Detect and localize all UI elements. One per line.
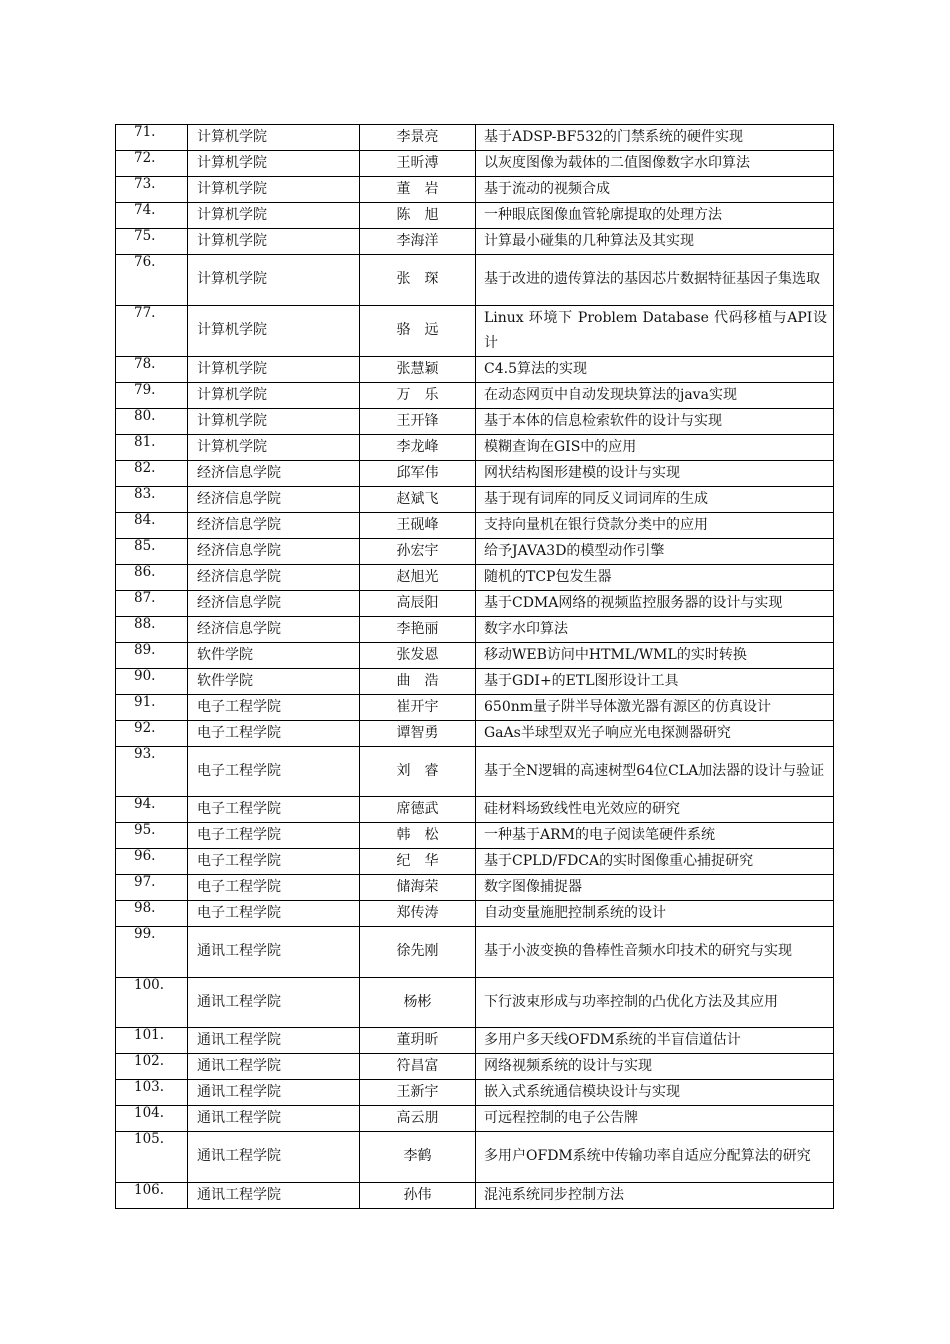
project-title-cell: 多用户OFDM系统中传输功率自适应分配算法的研究 (476, 1132, 834, 1183)
project-title-cell: 基于GDI+的ETL图形设计工具 (476, 668, 834, 694)
table-row (116, 977, 834, 1028)
row-number: 74. (116, 203, 188, 229)
college-cell: 电子工程学院 (188, 901, 360, 927)
college-cell: 经济信息学院 (188, 590, 360, 616)
student-name-cell: 董 岩 (360, 177, 476, 203)
college-cell: 电子工程学院 (188, 694, 360, 720)
student-name-cell: 赵斌飞 (360, 486, 476, 512)
project-title-cell: 嵌入式系统通信模块设计与实现 (476, 1080, 834, 1106)
row-number: 92. (116, 720, 188, 746)
row-number: 71. (116, 125, 188, 151)
project-title-cell: 混沌系统同步控制方法 (476, 1182, 834, 1208)
college-cell: 电子工程学院 (188, 875, 360, 901)
row-number: 86. (116, 564, 188, 590)
student-name-cell: 李艳丽 (360, 616, 476, 642)
table-row (116, 1132, 834, 1183)
table-row (116, 1106, 834, 1132)
row-number: 81. (116, 434, 188, 460)
project-title-cell: 一种基于ARM的电子阅读笔硬件系统 (476, 823, 834, 849)
student-name-cell: 张发恩 (360, 642, 476, 668)
student-name-cell: 董玥昕 (360, 1028, 476, 1054)
college-cell: 经济信息学院 (188, 564, 360, 590)
row-number: 97. (116, 875, 188, 901)
student-name-cell: 高云朋 (360, 1106, 476, 1132)
college-cell: 经济信息学院 (188, 512, 360, 538)
college-cell: 电子工程学院 (188, 797, 360, 823)
table-row (116, 875, 834, 901)
project-title-cell: 给予JAVA3D的模型动作引擎 (476, 538, 834, 564)
table-row (116, 125, 834, 151)
row-number: 80. (116, 408, 188, 434)
row-number: 95. (116, 823, 188, 849)
project-title-cell: 基于流动的视频合成 (476, 177, 834, 203)
table-row (116, 434, 834, 460)
student-name-cell: 孙宏宇 (360, 538, 476, 564)
student-name-cell: 王昕溥 (360, 151, 476, 177)
project-title-cell: 基于改进的遗传算法的基因芯片数据特征基因子集选取 (476, 255, 834, 306)
student-name-cell: 刘 睿 (360, 746, 476, 797)
college-cell: 计算机学院 (188, 408, 360, 434)
student-name-cell: 陈 旭 (360, 203, 476, 229)
student-name-cell: 徐先刚 (360, 927, 476, 978)
table-row (116, 590, 834, 616)
college-cell: 计算机学院 (188, 434, 360, 460)
college-cell: 电子工程学院 (188, 849, 360, 875)
student-name-cell: 李龙峰 (360, 434, 476, 460)
student-name-cell: 骆 远 (360, 305, 476, 356)
row-number: 79. (116, 382, 188, 408)
project-title-cell: 基于全N逻辑的高速树型64位CLA加法器的设计与验证 (476, 746, 834, 797)
student-name-cell: 高辰阳 (360, 590, 476, 616)
table-row (116, 901, 834, 927)
college-cell: 计算机学院 (188, 203, 360, 229)
student-name-cell: 李鹤 (360, 1132, 476, 1183)
project-title-cell: 硅材料场致线性电光效应的研究 (476, 797, 834, 823)
project-title-cell: 自动变量施肥控制系统的设计 (476, 901, 834, 927)
table-row (116, 229, 834, 255)
college-cell: 计算机学院 (188, 255, 360, 306)
college-cell: 经济信息学院 (188, 616, 360, 642)
student-name-cell: 符昌富 (360, 1054, 476, 1080)
table-row (116, 408, 834, 434)
student-name-cell: 郑传涛 (360, 901, 476, 927)
project-title-cell: 多用户多天线OFDM系统的半盲信道估计 (476, 1028, 834, 1054)
project-title-cell: 计算最小碰集的几种算法及其实现 (476, 229, 834, 255)
college-cell: 软件学院 (188, 642, 360, 668)
table-row (116, 720, 834, 746)
college-cell: 软件学院 (188, 668, 360, 694)
row-number: 103. (116, 1080, 188, 1106)
row-number: 106. (116, 1182, 188, 1208)
college-cell: 计算机学院 (188, 305, 360, 356)
table-row (116, 1080, 834, 1106)
student-name-cell: 王开锋 (360, 408, 476, 434)
project-title-cell: 可远程控制的电子公告牌 (476, 1106, 834, 1132)
table-row (116, 746, 834, 797)
project-title-cell: 基于现有词库的同反义词词库的生成 (476, 486, 834, 512)
project-title-cell: 基于ADSP-BF532的门禁系统的硬件实现 (476, 125, 834, 151)
project-title-cell: GaAs半球型双光子响应光电探测器研究 (476, 720, 834, 746)
row-number: 104. (116, 1106, 188, 1132)
row-number: 82. (116, 460, 188, 486)
college-cell: 经济信息学院 (188, 538, 360, 564)
project-title-cell: C4.5算法的实现 (476, 356, 834, 382)
table-body (116, 125, 834, 1209)
table-row (116, 797, 834, 823)
college-cell: 计算机学院 (188, 125, 360, 151)
table-row (116, 668, 834, 694)
row-number: 89. (116, 642, 188, 668)
student-name-cell: 李海洋 (360, 229, 476, 255)
row-number: 88. (116, 616, 188, 642)
table-row (116, 305, 834, 356)
project-title-cell: 基于小波变换的鲁棒性音频水印技术的研究与实现 (476, 927, 834, 978)
table-row (116, 151, 834, 177)
table-row (116, 486, 834, 512)
project-title-cell: 以灰度图像为载体的二值图像数字水印算法 (476, 151, 834, 177)
student-name-cell: 张 琛 (360, 255, 476, 306)
project-title-cell: 随机的TCP包发生器 (476, 564, 834, 590)
student-name-cell: 孙伟 (360, 1182, 476, 1208)
project-title-cell: 数字水印算法 (476, 616, 834, 642)
project-title-cell: 移动WEB访问中HTML/WML的实时转换 (476, 642, 834, 668)
student-name-cell: 韩 松 (360, 823, 476, 849)
project-title-cell: 数字图像捕捉器 (476, 875, 834, 901)
project-title-cell: 在动态网页中自动发现块算法的java实现 (476, 382, 834, 408)
row-number: 99. (116, 927, 188, 978)
student-name-cell: 储海荣 (360, 875, 476, 901)
project-table (115, 124, 834, 1209)
row-number: 72. (116, 151, 188, 177)
table-row (116, 616, 834, 642)
college-cell: 通讯工程学院 (188, 927, 360, 978)
student-name-cell: 邱军伟 (360, 460, 476, 486)
college-cell: 通讯工程学院 (188, 1054, 360, 1080)
project-title-cell: 一种眼底图像血管轮廓提取的处理方法 (476, 203, 834, 229)
table-row (116, 927, 834, 978)
table-row (116, 1054, 834, 1080)
row-number: 84. (116, 512, 188, 538)
table-row (116, 382, 834, 408)
college-cell: 计算机学院 (188, 177, 360, 203)
row-number: 85. (116, 538, 188, 564)
college-cell: 电子工程学院 (188, 823, 360, 849)
row-number: 78. (116, 356, 188, 382)
college-cell: 电子工程学院 (188, 720, 360, 746)
project-title-cell: 网状结构图形建模的设计与实现 (476, 460, 834, 486)
table-row (116, 642, 834, 668)
project-title-cell: 基于本体的信息检索软件的设计与实现 (476, 408, 834, 434)
project-title-cell: Linux 环境下 Problem Database 代码移植与API设计 (476, 305, 834, 356)
row-number: 98. (116, 901, 188, 927)
row-number: 77. (116, 305, 188, 356)
college-cell: 计算机学院 (188, 356, 360, 382)
row-number: 101. (116, 1028, 188, 1054)
row-number: 90. (116, 668, 188, 694)
college-cell: 通讯工程学院 (188, 1182, 360, 1208)
table-row (116, 694, 834, 720)
college-cell: 经济信息学院 (188, 460, 360, 486)
table-row (116, 823, 834, 849)
row-number: 105. (116, 1132, 188, 1183)
row-number: 91. (116, 694, 188, 720)
row-number: 73. (116, 177, 188, 203)
table-row (116, 564, 834, 590)
college-cell: 计算机学院 (188, 229, 360, 255)
table-row (116, 849, 834, 875)
project-title-cell: 网络视频系统的设计与实现 (476, 1054, 834, 1080)
student-name-cell: 崔开宇 (360, 694, 476, 720)
college-cell: 计算机学院 (188, 151, 360, 177)
table-row (116, 460, 834, 486)
table-row (116, 356, 834, 382)
college-cell: 通讯工程学院 (188, 1080, 360, 1106)
project-title-cell: 模糊查询在GIS中的应用 (476, 434, 834, 460)
row-number: 83. (116, 486, 188, 512)
college-cell: 通讯工程学院 (188, 1028, 360, 1054)
row-number: 102. (116, 1054, 188, 1080)
row-number: 76. (116, 255, 188, 306)
row-number: 93. (116, 746, 188, 797)
college-cell: 经济信息学院 (188, 486, 360, 512)
table-row (116, 203, 834, 229)
row-number: 96. (116, 849, 188, 875)
table-row (116, 1182, 834, 1208)
college-cell: 通讯工程学院 (188, 1132, 360, 1183)
student-name-cell: 曲 浩 (360, 668, 476, 694)
student-name-cell: 席德武 (360, 797, 476, 823)
project-title-cell: 支持向量机在银行贷款分类中的应用 (476, 512, 834, 538)
student-name-cell: 赵旭光 (360, 564, 476, 590)
project-title-cell: 基于CPLD/FDCA的实时图像重心捕捉研究 (476, 849, 834, 875)
table-row (116, 255, 834, 306)
project-title-cell: 下行波束形成与功率控制的凸优化方法及其应用 (476, 977, 834, 1028)
student-name-cell: 万 乐 (360, 382, 476, 408)
student-name-cell: 王新宇 (360, 1080, 476, 1106)
table-row (116, 512, 834, 538)
row-number: 94. (116, 797, 188, 823)
student-name-cell: 王砚峰 (360, 512, 476, 538)
table-row (116, 538, 834, 564)
student-name-cell: 谭智勇 (360, 720, 476, 746)
college-cell: 电子工程学院 (188, 746, 360, 797)
row-number: 87. (116, 590, 188, 616)
college-cell: 通讯工程学院 (188, 1106, 360, 1132)
row-number: 100. (116, 977, 188, 1028)
row-number: 75. (116, 229, 188, 255)
student-name-cell: 张慧颖 (360, 356, 476, 382)
college-cell: 通讯工程学院 (188, 977, 360, 1028)
table-row (116, 1028, 834, 1054)
project-title-cell: 基于CDMA网络的视频监控服务器的设计与实现 (476, 590, 834, 616)
table-row (116, 177, 834, 203)
student-name-cell: 杨彬 (360, 977, 476, 1028)
student-name-cell: 纪 华 (360, 849, 476, 875)
project-title-cell: 650nm量子阱半导体激光器有源区的仿真设计 (476, 694, 834, 720)
college-cell: 计算机学院 (188, 382, 360, 408)
student-name-cell: 李景亮 (360, 125, 476, 151)
